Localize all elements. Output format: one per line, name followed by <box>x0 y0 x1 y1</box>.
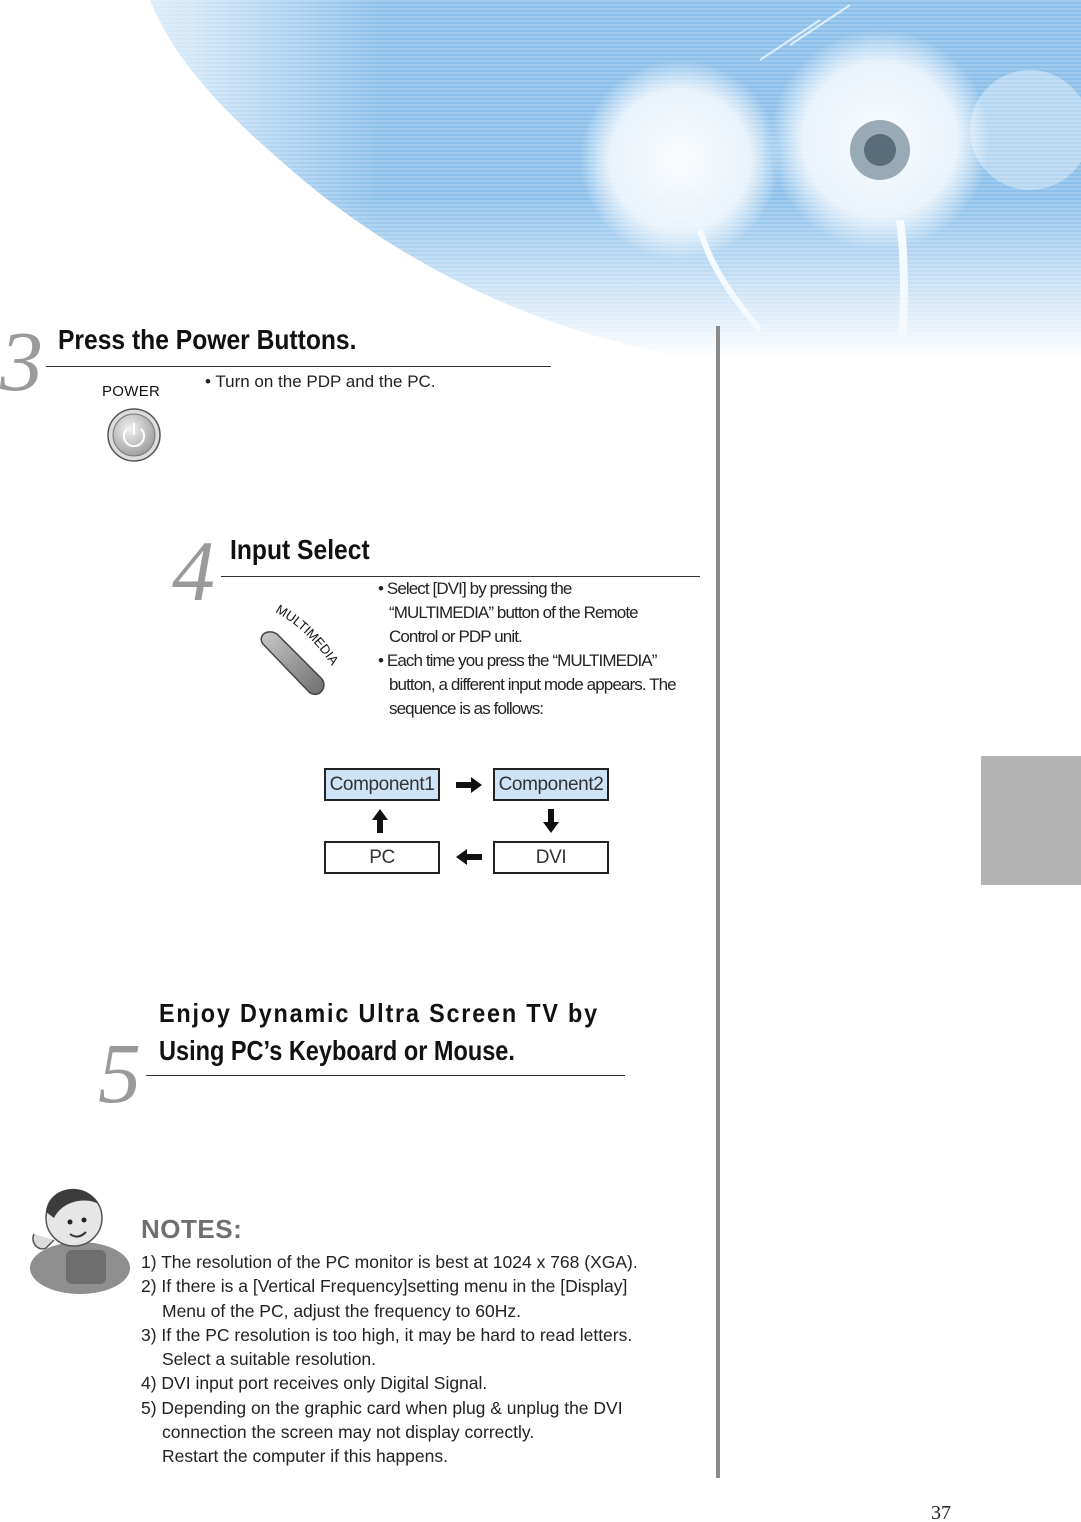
step-4-bullet-line: • Select [DVI] by pressing the <box>378 579 572 598</box>
notes-title: NOTES: <box>141 1214 243 1244</box>
header-banner <box>0 0 1081 360</box>
step-5-number: 5 <box>98 1025 141 1121</box>
vertical-divider <box>716 326 720 1478</box>
step-5-title-line-1: Enjoy Dynamic Ultra Screen TV by <box>159 998 599 1028</box>
page-number: 37 <box>931 1502 951 1522</box>
side-tab <box>981 756 1081 885</box>
power-button-label: POWER <box>102 383 161 400</box>
arrow-down-icon <box>543 809 559 833</box>
step-4-bullet-line: “MULTIMEDIA” button of the Remote <box>389 603 638 622</box>
step-4-instructions <box>378 577 676 721</box>
sequence-pc: PC <box>324 841 440 874</box>
note-line: 4) DVI input port receives only Digital Signal. <box>141 1373 488 1394</box>
sequence-dvi: DVI <box>493 841 609 874</box>
arrow-left-icon <box>456 849 482 865</box>
arrow-right-icon <box>456 777 482 793</box>
step-4-bullet-line: • Each time you press the “MULTIMEDIA” <box>378 651 657 670</box>
step-3-underline <box>46 366 551 367</box>
step-5-title-line-2: Using PC’s Keyboard or Mouse. <box>159 1035 515 1066</box>
step-4-number: 4 <box>172 523 215 619</box>
note-line: 1) The resolution of the PC monitor is best at 1024 x 768 (XGA). <box>141 1252 638 1272</box>
note-line: Select a suitable resolution. <box>162 1349 377 1370</box>
step-3-instructions <box>205 370 436 394</box>
multimedia-button[interactable] <box>255 600 360 705</box>
step-5-underline <box>146 1075 625 1076</box>
power-icon <box>106 407 162 463</box>
note-line: Restart the computer if this happens. <box>162 1446 448 1467</box>
note-line: 3) If the PC resolution is too high, it may be hard to read letters. <box>141 1324 633 1345</box>
mascot-image <box>24 1178 136 1294</box>
step-4-bullet-line: Control or PDP unit. <box>389 627 522 646</box>
multimedia-button-image <box>255 600 360 700</box>
step-3-bullet: • Turn on the PDP and the PC. <box>205 372 436 391</box>
dandelion-banner-image <box>0 0 1081 360</box>
mascot-illustration <box>24 1178 136 1299</box>
note-line: Menu of the PC, adjust the frequency to 60Hz. <box>162 1300 521 1321</box>
sequence-component1: Component1 <box>324 768 440 801</box>
sequence-component2: Component2 <box>493 768 609 801</box>
step-4-bullet-line: sequence is as follows: <box>389 699 544 718</box>
step-4-bullet-line: button, a different input mode appears. The <box>389 675 676 694</box>
step-3-number: 3 <box>0 313 43 409</box>
note-line: 2) If there is a [Vertical Frequency]setting menu in the [Display] <box>141 1276 628 1297</box>
step-4-title: Input Select <box>230 534 370 565</box>
arrow-up-icon <box>372 809 388 833</box>
multimedia-button-label: MULTIMEDIA <box>273 601 342 668</box>
note-line: 5) Depending on the graphic card when plug & unplug the DVI <box>141 1397 623 1418</box>
notes-list <box>141 1250 638 1469</box>
note-line: connection the screen may not display correctly. <box>162 1422 535 1443</box>
step-3-title: Press the Power Buttons. <box>58 324 357 355</box>
power-button[interactable] <box>106 407 162 468</box>
